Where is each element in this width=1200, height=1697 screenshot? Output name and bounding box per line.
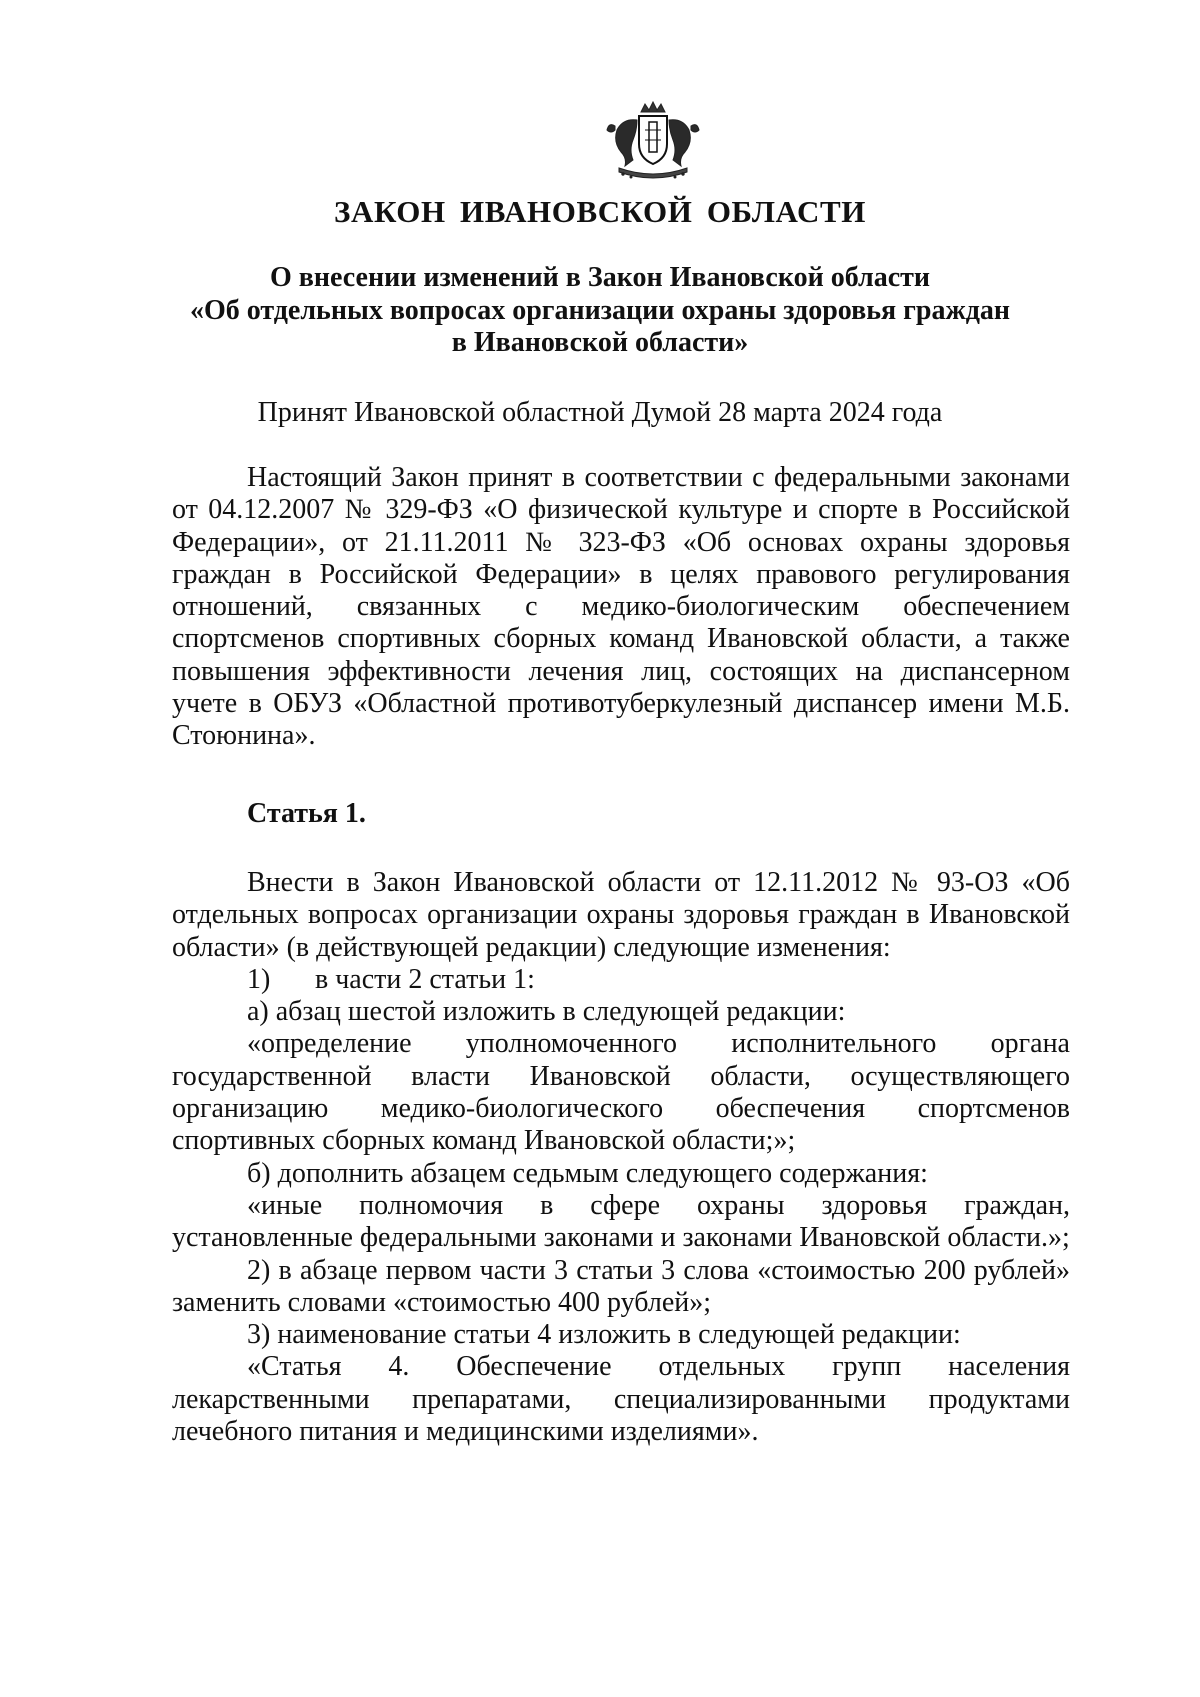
item-3-quote: «Статья 4. Обеспечение отдельных групп населения лекарственными препаратами, специализированными продуктами лечебного питания и медицинскими изделиями».	[172, 1351, 1070, 1448]
adoption-line: Принят Ивановской областной Думой 28 марта 2024 года	[257, 397, 943, 428]
subtitle-line-1: О внесении изменений в Закон Ивановской области	[269, 262, 931, 293]
subtitle-line-3: в Ивановской области»	[451, 327, 749, 358]
item-1a-quote: «определение уполномоченного исполнительного органа государственной власти Ивановской области, осуществляющего организацию медико-биологического обеспечения спортсменов спортивных сборных команд Ивановской области;»;	[172, 1028, 1070, 1157]
item-3: 3) наименование статьи 4 изложить в следующей редакции:	[247, 1319, 961, 1351]
law-title: ЗАКОН ИВАНОВСКОЙ ОБЛАСТИ	[334, 194, 866, 229]
preamble	[172, 462, 1070, 753]
article-intro: Внести в Закон Ивановской области от 12.11.2012 № 93-ОЗ «Об отдельных вопросах организации охраны здоровья граждан в Ивановской области» (в действующей редакции) следующие изменения:	[172, 867, 1070, 963]
subtitle-line-2: «Об отдельных вопросах организации охраны здоровья граждан	[189, 294, 1011, 326]
item-2: 2) в абзаце первом части 3 статьи 3 слова «стоимостью 200 рублей» заменить словами «стоимостью 400 рублей»;	[172, 1254, 1070, 1318]
article-body	[172, 867, 1070, 1448]
item-1b: б) дополнить абзацем седьмым следующего содержания:	[247, 1157, 928, 1189]
item-1-number: 1)	[247, 963, 271, 995]
item-1a: а) абзац шестой изложить в следующей редакции:	[247, 996, 846, 1028]
article-heading: Статья 1.	[247, 798, 366, 829]
preamble-text: Настоящий Закон принят в соответствии с федеральными законами от 04.12.2007 № 329-ФЗ «О физической культуре и спорте в Российской Федерации», от 21.11.2011 № 323-ФЗ «Об основах охраны здоровья граждан в Российской Федерации» в целях правового регулирования отношений, связанных с медико-биологическим обеспечением спортсменов спортивных сборных команд Ивановской области, а также повышения эффективности лечения лиц, состоящих на диспансерном учете в ОБУЗ «Областной противотуберкулезный диспансер имени М.Б. Стоюнина».	[172, 462, 1070, 752]
item-1b-quote: «иные полномочия в сфере охраны здоровья граждан, установленные федеральными законами и законами Ивановской области.»;	[172, 1189, 1070, 1254]
law-subtitle	[0, 262, 1200, 360]
item-1-text: в части 2 статьи 1:	[315, 963, 535, 995]
item-1	[172, 964, 1070, 996]
coat-of-arms-emblem	[603, 100, 703, 180]
